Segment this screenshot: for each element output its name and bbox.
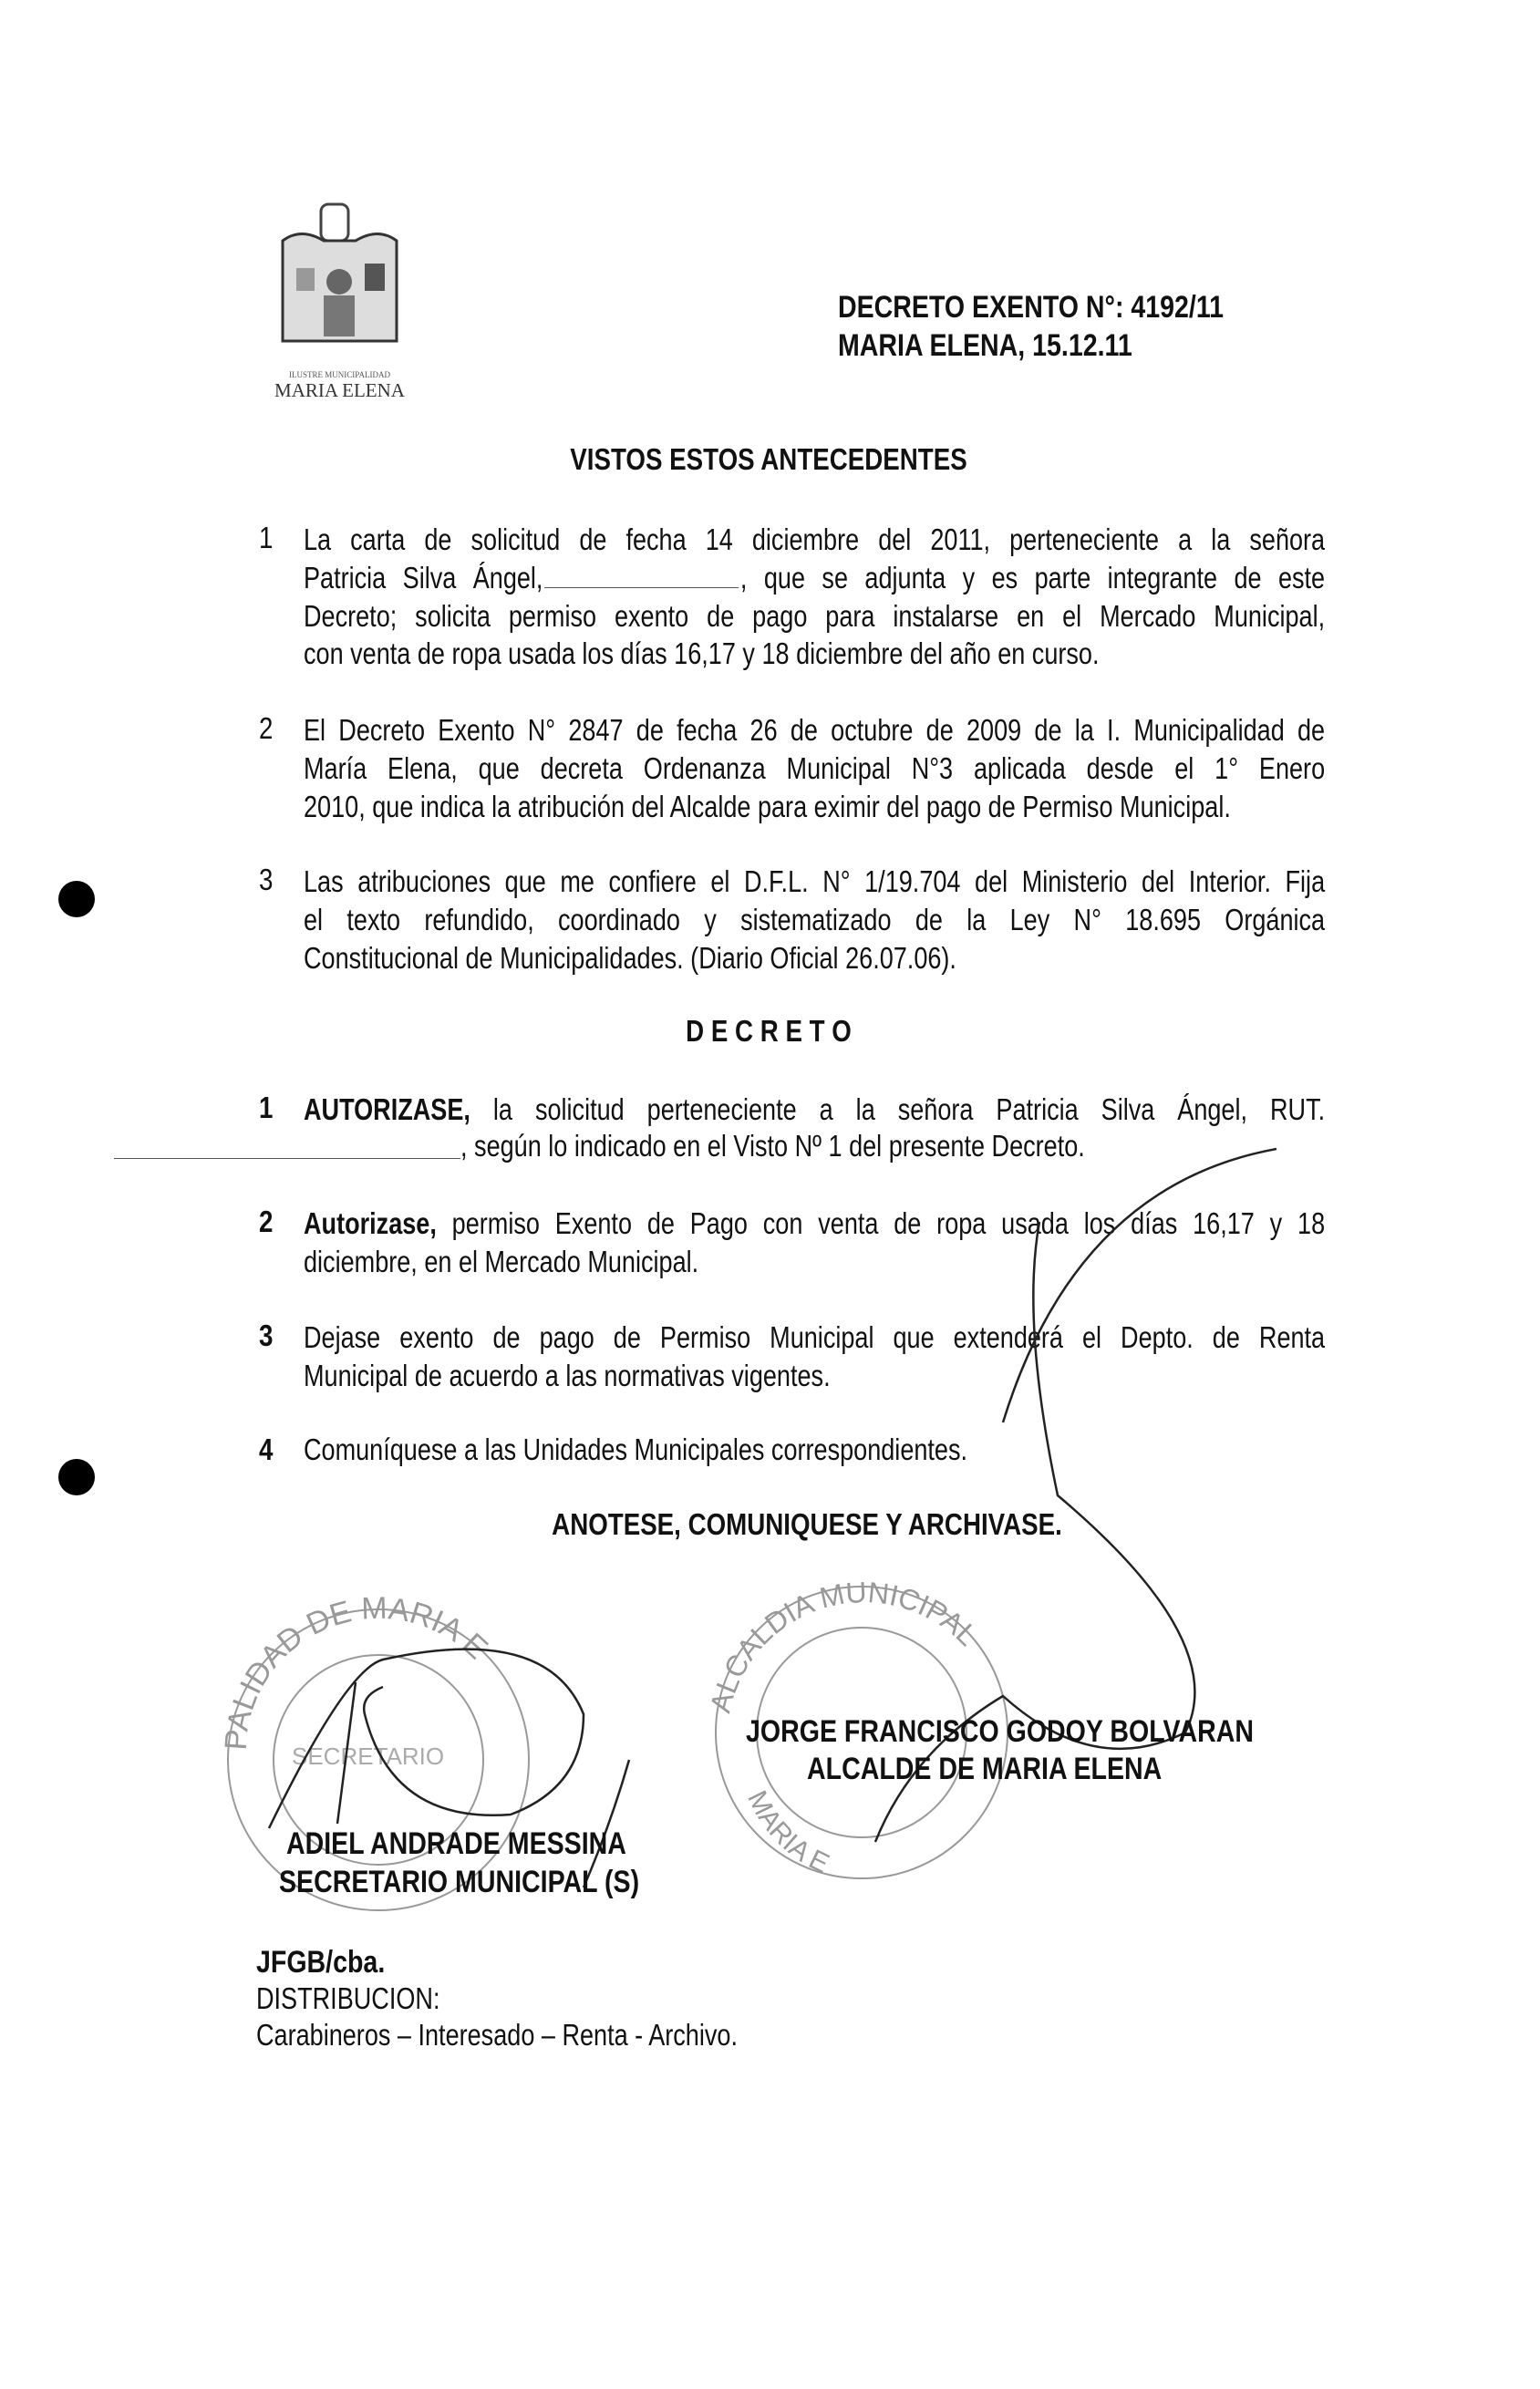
text-line: permiso Exento de Pago con venta de ropa usada los días 16,17 y 18 [436, 1206, 1326, 1240]
text-line: El Decreto Exento N° 2847 de fecha 26 de octubre de 2009 de la I. Municipalidad de [304, 713, 1326, 747]
stamp-text: PALIDAD DE MARIA E [218, 1590, 495, 1752]
text-line: La carta de solicitud de fecha 14 diciembre del 2011, perteneciente a la señora [304, 522, 1326, 556]
mayor-name: JORGE FRANCISCO GODOY BOLVARAN [746, 1714, 1254, 1749]
text-line: diciembre, en el Mercado Municipal. [304, 1244, 699, 1278]
text-line: el texto refundido, coordinado y sistematizado de la Ley N° 18.695 Orgánica [304, 902, 1326, 936]
svg-text:ALCALDIA MUNICIPAL [704, 1576, 985, 1716]
decreto-number: 3 [259, 1319, 274, 1352]
text-line: María Elena, que decreta Ordenanza Municipal N°3 aplicada desde el 1° Enero [304, 750, 1326, 785]
logo-small-text: ILUSTRE MUNICIPALIDAD [289, 370, 390, 379]
secretary-title: SECRETARIO MUNICIPAL (S) [279, 1865, 640, 1899]
decree-number: DECRETO EXENTO N°: 4192/11 [838, 290, 1225, 325]
bold-keyword: AUTORIZASE, [304, 1092, 470, 1126]
logo-name: MARIA ELENA [274, 379, 405, 401]
text-line: Dejase exento de pago de Permiso Municipal que extenderá el Depto. de Renta [304, 1320, 1326, 1354]
text-line: 2010, que indica la atribución del Alcalde para eximir del pago de Permiso Municipal. [304, 789, 1231, 823]
text-line: , según lo indicado en el Visto Nº 1 del presente Decreto. [460, 1129, 1085, 1163]
distribution-label: DISTRIBUCION: [256, 1981, 440, 2015]
closing-formula: ANOTESE, COMUNIQUESE Y ARCHIVASE. [552, 1507, 1062, 1541]
visto-number: 1 [259, 521, 274, 554]
decreto-title: D E C R E T O [686, 1014, 852, 1048]
decreto-number: 1 [259, 1091, 274, 1124]
distribution-list: Carabineros – Interesado – Renta - Archivo. [256, 2018, 738, 2052]
visto-number: 3 [259, 863, 274, 896]
place-date: MARIA ELENA, 15.12.11 [838, 328, 1132, 363]
text-line: Decreto; solicita permiso exento de pago para instalarse en el Mercado Municipal, [304, 598, 1326, 633]
initials: JFGB/cba. [256, 1945, 386, 1980]
text-line: Las atribuciones que me confiere el D.F.L. N° 1/19.704 del Ministerio del Interior. Fija [304, 864, 1326, 898]
stamp-text: ALCALDIA MUNICIPAL [703, 1575, 985, 1716]
secretary-name: ADIEL ANDRADE MESSINA [286, 1826, 626, 1861]
text-line: Constitucional de Municipalidades. (Diario Oficial 26.07.06). [304, 940, 956, 975]
bold-keyword: Autorizase, [304, 1206, 437, 1240]
vistos-title: VISTOS ESTOS ANTECEDENTES [570, 442, 967, 476]
mayor-title: ALCALDE DE MARIA ELENA [807, 1752, 1163, 1786]
text-line: , que se adjunta y es parte integrante de este [739, 560, 1326, 595]
stamp-text: MARIA E [741, 1785, 834, 1880]
stamp-text: SECRETARIO [292, 1743, 445, 1770]
text-line: la solicitud perteneciente a la señora Patricia Silva Ángel, RUT. [470, 1092, 1326, 1126]
text-line: Municipal de acuerdo a las normativas vigentes. [304, 1358, 831, 1392]
decreto-number: 2 [259, 1205, 274, 1238]
text-line: con venta de ropa usada los días 16,17 y 18 diciembre del año en curso. [304, 636, 1100, 671]
visto-number: 2 [259, 711, 274, 745]
text-line: Comuníquese a las Unidades Municipales correspondientes. [304, 1432, 968, 1466]
decreto-number: 4 [259, 1432, 274, 1466]
svg-text:PALIDAD DE MARIA E [219, 1591, 494, 1752]
text-line: Patricia Silva Ángel, [304, 560, 543, 595]
